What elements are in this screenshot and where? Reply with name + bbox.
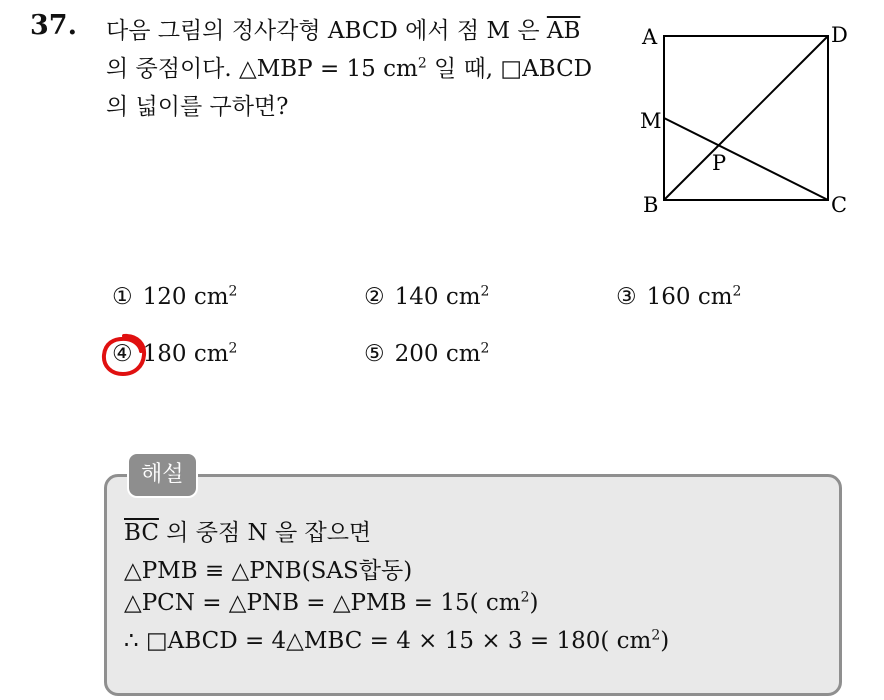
diagonal-bd — [664, 36, 828, 200]
label-p: P — [712, 151, 727, 175]
choice-value: 180 cm — [142, 341, 229, 367]
choice-number: ① — [112, 284, 133, 310]
label-c: C — [831, 193, 848, 217]
question-line-2-text: 의 중점이다. △MBP = 15 cm — [106, 56, 418, 82]
answer-circle-mark-icon — [98, 331, 150, 379]
square-figure — [636, 20, 856, 220]
choice-value: 200 cm — [394, 341, 481, 367]
question-line-3: 의 넓이를 구하면? — [106, 94, 289, 120]
choice-3[interactable] — [616, 284, 741, 310]
choice-1[interactable] — [112, 284, 237, 310]
question-text — [106, 12, 621, 126]
question-number: 37. — [30, 10, 77, 41]
choice-5[interactable] — [364, 341, 489, 367]
superscript: 2 — [732, 283, 742, 300]
choice-number: ⑤ — [364, 341, 385, 367]
segment-ab: $\overline{AB}$ — [546, 18, 581, 44]
superscript: 2 — [480, 340, 490, 357]
explanation-tab: 해설 — [127, 452, 198, 498]
choice-value: 120 cm — [142, 284, 229, 310]
superscript: 2 — [520, 589, 530, 606]
superscript: 2 — [228, 340, 238, 357]
explanation-line-1-text: 의 중점 N 을 잡으면 — [158, 520, 372, 546]
choice-number: ③ — [616, 284, 637, 310]
explanation-line-3-text: △PCN = △PNB = △PMB = 15( cm — [124, 590, 521, 616]
explanation-line-2: △PMB ≡ △PNB(SAS합동) — [124, 558, 413, 584]
superscript: 2 — [417, 55, 427, 72]
question-line-2 — [106, 50, 621, 88]
segment-bc: $\overline{BC}$ — [124, 520, 159, 546]
label-a: A — [642, 25, 658, 49]
superscript: 2 — [480, 283, 490, 300]
superscript: 2 — [651, 627, 661, 644]
explanation-line-4-text: ∴ □ABCD = 4△MBC = 4 × 15 × 3 = 180( cm — [124, 628, 652, 654]
explanation-line-3 — [124, 590, 539, 616]
label-b: B — [643, 193, 659, 217]
explanation-box — [104, 474, 842, 696]
choice-2[interactable] — [364, 284, 489, 310]
segment-mc — [664, 118, 828, 200]
choice-number: ② — [364, 284, 385, 310]
explanation-line-3-rest: ) — [529, 590, 539, 616]
question-line-1-text: 다음 그림의 정사각형 ABCD 에서 점 M 은 — [106, 18, 547, 44]
label-d: D — [831, 23, 848, 47]
question-line-1 — [106, 12, 621, 50]
explanation-line-4-rest: ) — [660, 628, 670, 654]
superscript: 2 — [228, 283, 238, 300]
choice-number: ④ — [112, 341, 133, 367]
choice-value: 160 cm — [646, 284, 733, 310]
label-m: M — [640, 109, 662, 133]
choice-value: 140 cm — [394, 284, 481, 310]
explanation-line-4 — [124, 628, 669, 654]
explanation-line-1 — [124, 514, 371, 547]
question-line-2-rest: 일 때, □ABCD — [426, 56, 593, 82]
